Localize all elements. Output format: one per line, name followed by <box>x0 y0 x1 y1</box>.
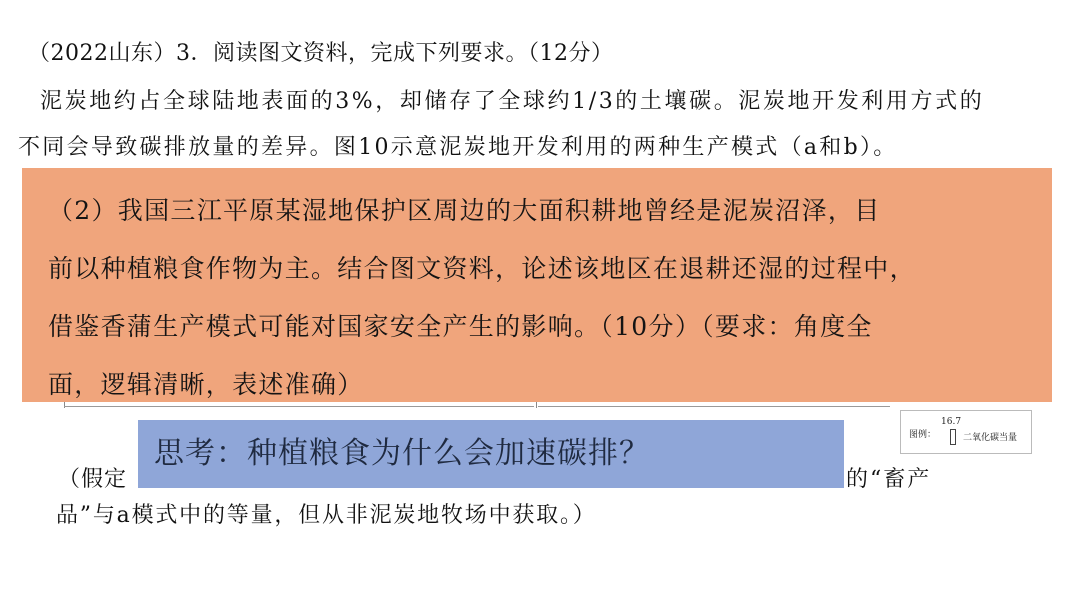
note-line-2: 品”与a模式中的等量，但从非泥炭地牧场中获取。） <box>56 503 597 528</box>
intro-line-1: 泥炭地约占全球陆地表面的3%，却储存了全球约1/3的土壤碳。泥炭地开发利用方式的 <box>40 89 985 114</box>
note-line-1-start: （假定 <box>58 467 128 492</box>
legend-bar-icon <box>950 429 956 445</box>
question-2-highlight-box <box>22 168 1052 402</box>
question-2-line: （2）我国三江平原某湿地保护区周边的大面积耕地曾经是泥炭沼泽，目 <box>48 196 881 225</box>
think-highlight-box <box>138 420 844 488</box>
legend-value: 16.7 <box>941 417 962 427</box>
question-title: （2022山东）3．阅读图文资料，完成下列要求。（12分） <box>28 41 614 66</box>
legend-label: 图例： <box>909 430 937 440</box>
question-2-line: 面，逻辑清晰，表述准确） <box>48 370 364 399</box>
think-text: 思考：种植粮食为什么会加速碳排？ <box>154 436 650 471</box>
note-line-1-end: 的“畜产 <box>846 467 932 492</box>
legend-name: 二氧化碳当量 <box>963 433 1018 443</box>
intro-line-2: 不同会导致碳排放量的差异。图10示意泥炭地开发利用的两种生产模式（a和b）。 <box>18 135 898 160</box>
question-2-line: 借鉴香蒲生产模式可能对国家安全产生的影响。（10分）（要求：角度全 <box>48 312 873 341</box>
question-2-line: 前以种植粮食作物为主。结合图文资料，论述该地区在退耕还湿的过程中， <box>48 254 916 283</box>
figure-legend <box>900 410 1032 454</box>
